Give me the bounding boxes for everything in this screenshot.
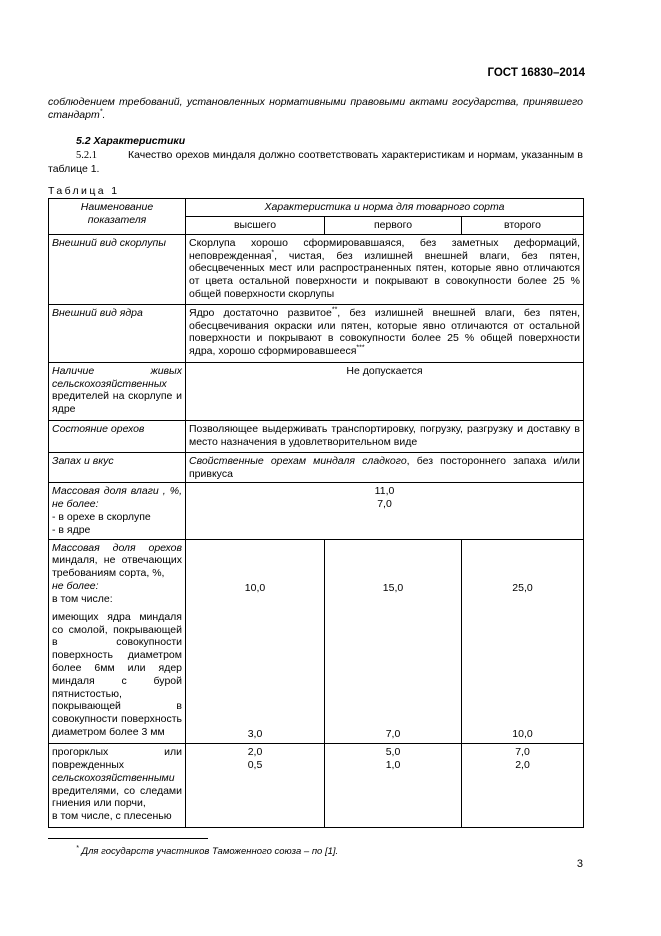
paragraph-number: 5.2.1 xyxy=(76,150,97,161)
footnote-divider xyxy=(48,838,208,839)
characteristics-table xyxy=(48,198,584,828)
standard-code: ГОСТ 16830–2014 xyxy=(487,67,585,79)
table-row xyxy=(49,420,584,452)
row-value-condition: Позволяющее выдерживать транспортировку, погрузку, разгрузку и доставку в место назначения в удовлетворительном виде xyxy=(186,420,584,452)
column-header-grade-second: второго xyxy=(462,217,584,235)
footnote-ref: * xyxy=(99,108,103,116)
row-name-pests: Наличие живых сельскохозяйственных вредителей на скорлупе и ядре xyxy=(49,362,186,420)
defects-cell-second: 25,0 10,0 xyxy=(462,539,584,744)
column-header-grade-highest: высшего xyxy=(186,217,325,235)
table-header-row xyxy=(49,199,584,217)
row-name-condition: Состояние орехов xyxy=(49,420,186,452)
rancid-cell-highest: 2,0 0,5 xyxy=(186,744,325,828)
table-row xyxy=(49,234,584,304)
row-name-rancid: прогорклых или поврежденных сельскохозяйственными вредителями, со следами гниения или порчи, в том числе, с плесенью xyxy=(49,744,186,828)
row-value-kernel: Ядро достаточно развитое**, без излишней внешней влаги, без пятен, обесцвечивания окраски или пятен, которые явно отличаются от остальной поверхности и покрывают в совокупности более 25 % общей поверхности ядра, хорошо сформировавшееся*** xyxy=(186,304,584,362)
row-name-resin: имеющих ядра миндаля со смолой, покрывающей в совокупности поверхность диаметром более 6мм или ядер миндаля с бурой пятнистостью, покрывающей в совокупности поверхность диаметром более 3 мм xyxy=(49,609,186,744)
table-row xyxy=(49,362,584,420)
paragraph-text: Качество орехов миндаля должно соответствовать характеристикам и нормам, указанным в таблице 1. xyxy=(48,149,583,175)
row-name-defects: Массовая доля орехов миндаля, не отвечающих требованиям сорта, %, не более: в том числе: xyxy=(49,539,186,609)
rancid-cell-first: 5,0 1,0 xyxy=(325,744,462,828)
footnote: * Для государств участников Таможенного союза – по [1]. xyxy=(76,844,339,857)
row-name-shell: Внешний вид скорлупы xyxy=(49,234,186,304)
defects-cell-highest: 10,0 3,0 xyxy=(186,539,325,744)
page-number: 3 xyxy=(576,858,583,870)
paragraph-5-2-1 xyxy=(48,149,583,176)
row-name-smell: Запах и вкус xyxy=(49,452,186,483)
table-row xyxy=(49,304,584,362)
row-value-smell: Свойственные орехам миндаля сладкого, без постороннего запаха и/или привкуса xyxy=(186,452,584,483)
table-row xyxy=(49,483,584,539)
row-name-moisture: Массовая доля влаги , %, не более: - в орехе в скорлупе - в ядре xyxy=(49,483,186,539)
column-header-name: Наименование показателя xyxy=(49,199,186,235)
intro-text: соблюдением требований, установленных нормативными правовыми актами государства, принявшего стандарт*. xyxy=(48,96,583,121)
row-name-kernel: Внешний вид ядра xyxy=(49,304,186,362)
table-caption: Таблица 1 xyxy=(48,185,120,197)
column-header-group: Характеристика и норма для товарного сорта xyxy=(186,199,584,217)
column-header-grade-first: первого xyxy=(325,217,462,235)
table-row xyxy=(49,539,584,609)
row-value-moisture: 11,0 7,0 xyxy=(186,483,584,539)
defects-cell-first: 15,0 7,0 xyxy=(325,539,462,744)
row-value-pests: Не допускается xyxy=(186,362,584,420)
row-value-shell: Скорлупа хорошо сформировавшаяся, без заметных деформаций, неповрежденная*, чистая, без излишней внешней влаги, без пятен, обесцвеченных мест или распространенных пятен, которые явно отличаются от цвета остальной поверхности и покрывают в совокупности более 25 % общей поверхности скорлупы xyxy=(186,234,584,304)
rancid-cell-second: 7,0 2,0 xyxy=(462,744,584,828)
section-title: 5.2 Характеристики xyxy=(76,135,186,147)
table-row xyxy=(49,744,584,828)
table-row xyxy=(49,452,584,483)
